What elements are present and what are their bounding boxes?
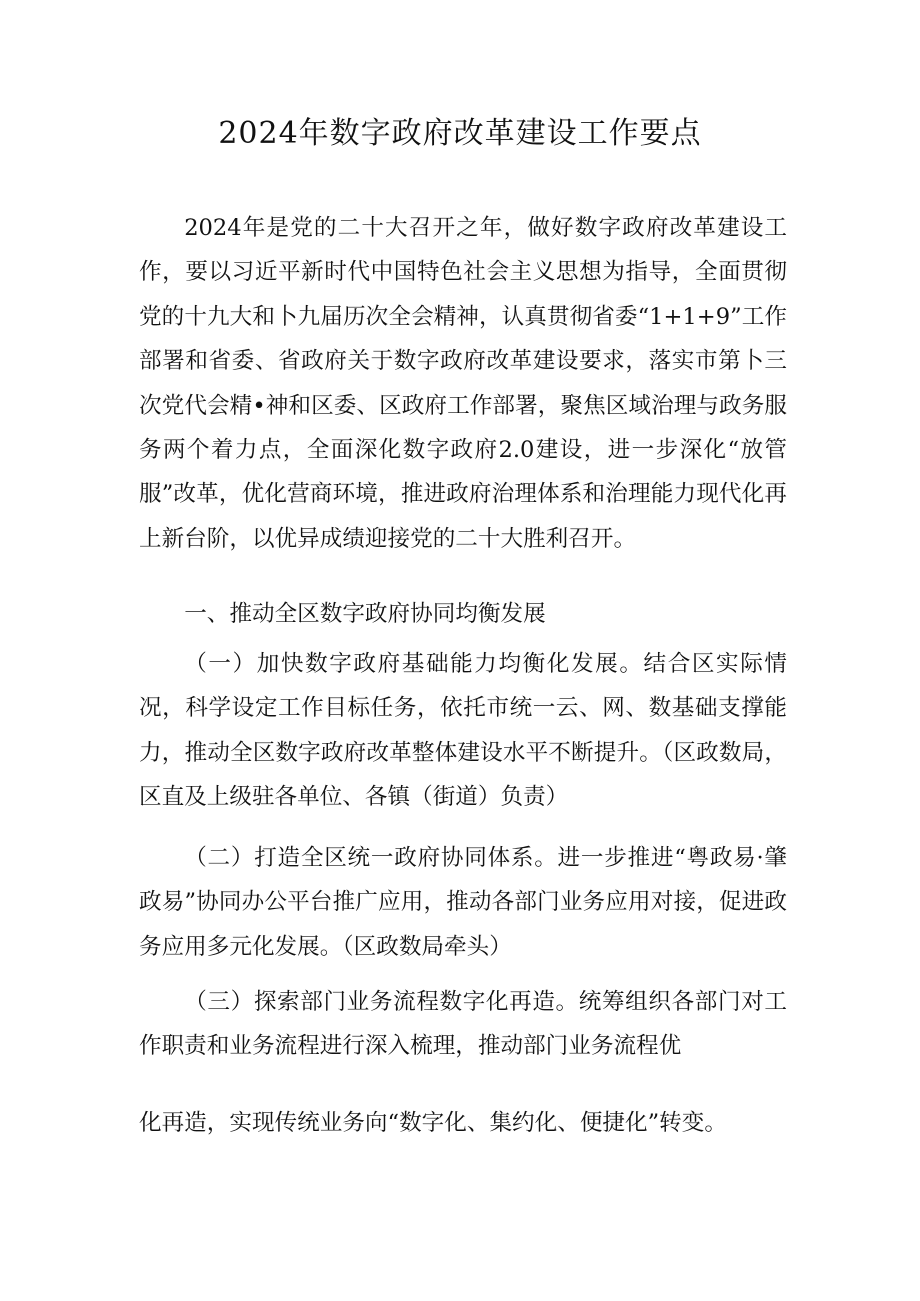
subsection-1-paragraph: （一）加快数字政府基础能力均衡化发展。结合区实际情况，科学设定工作目标任务，依托市统一云、网、数基础支撑能力，推动全区数字政府改革整体建设水平不断提升。（区政数局，区直及上级驻各单位、各镇（街道）负责）: [139, 651, 787, 811]
subsection-3-continuation: 化再造，实现传统业务向“数字化、集约化、便捷化”转变。: [139, 1110, 727, 1136]
document-title: 2024年数字政府改革建设工作要点: [218, 116, 702, 151]
section-heading-1: 一、推动全区数字政府协同均衡发展: [184, 601, 546, 627]
intro-paragraph: 2024年是党的二十大召开之年，做好数字政府改革建设工作，要以习近平新时代中国特色社会主义思想为指导，全面贯彻党的十九大和卜九届历次全会精神，认真贯彻省委“1+1+9”工作部署和省委、省政府关于数字政府改革建设要求，落实市第卜三次党代会精•神和区委、区政府工作部署，聚焦区域治理与政务服务两个着力点，全面深化数字政府2.0建设，进一步深化“放管服”改革，优化营商环境，推进政府治理体系和治理能力现代化再上新台阶，以优异成绩迎接党的二十大胜利召开。: [139, 215, 787, 552]
subsection-2-paragraph: （二）打造全区统一政府协同体系。进一步推进“粤政易·肇政易”协同办公平台推广应用，推动各部门业务应用对接，促进政务应用多元化发展。（区政数局牵头）: [139, 845, 787, 960]
subsection-3-paragraph: （三）探索部门业务流程数字化再造。统筹组织各部门对工作职责和业务流程进行深入梳理，推动部门业务流程优: [139, 989, 787, 1060]
